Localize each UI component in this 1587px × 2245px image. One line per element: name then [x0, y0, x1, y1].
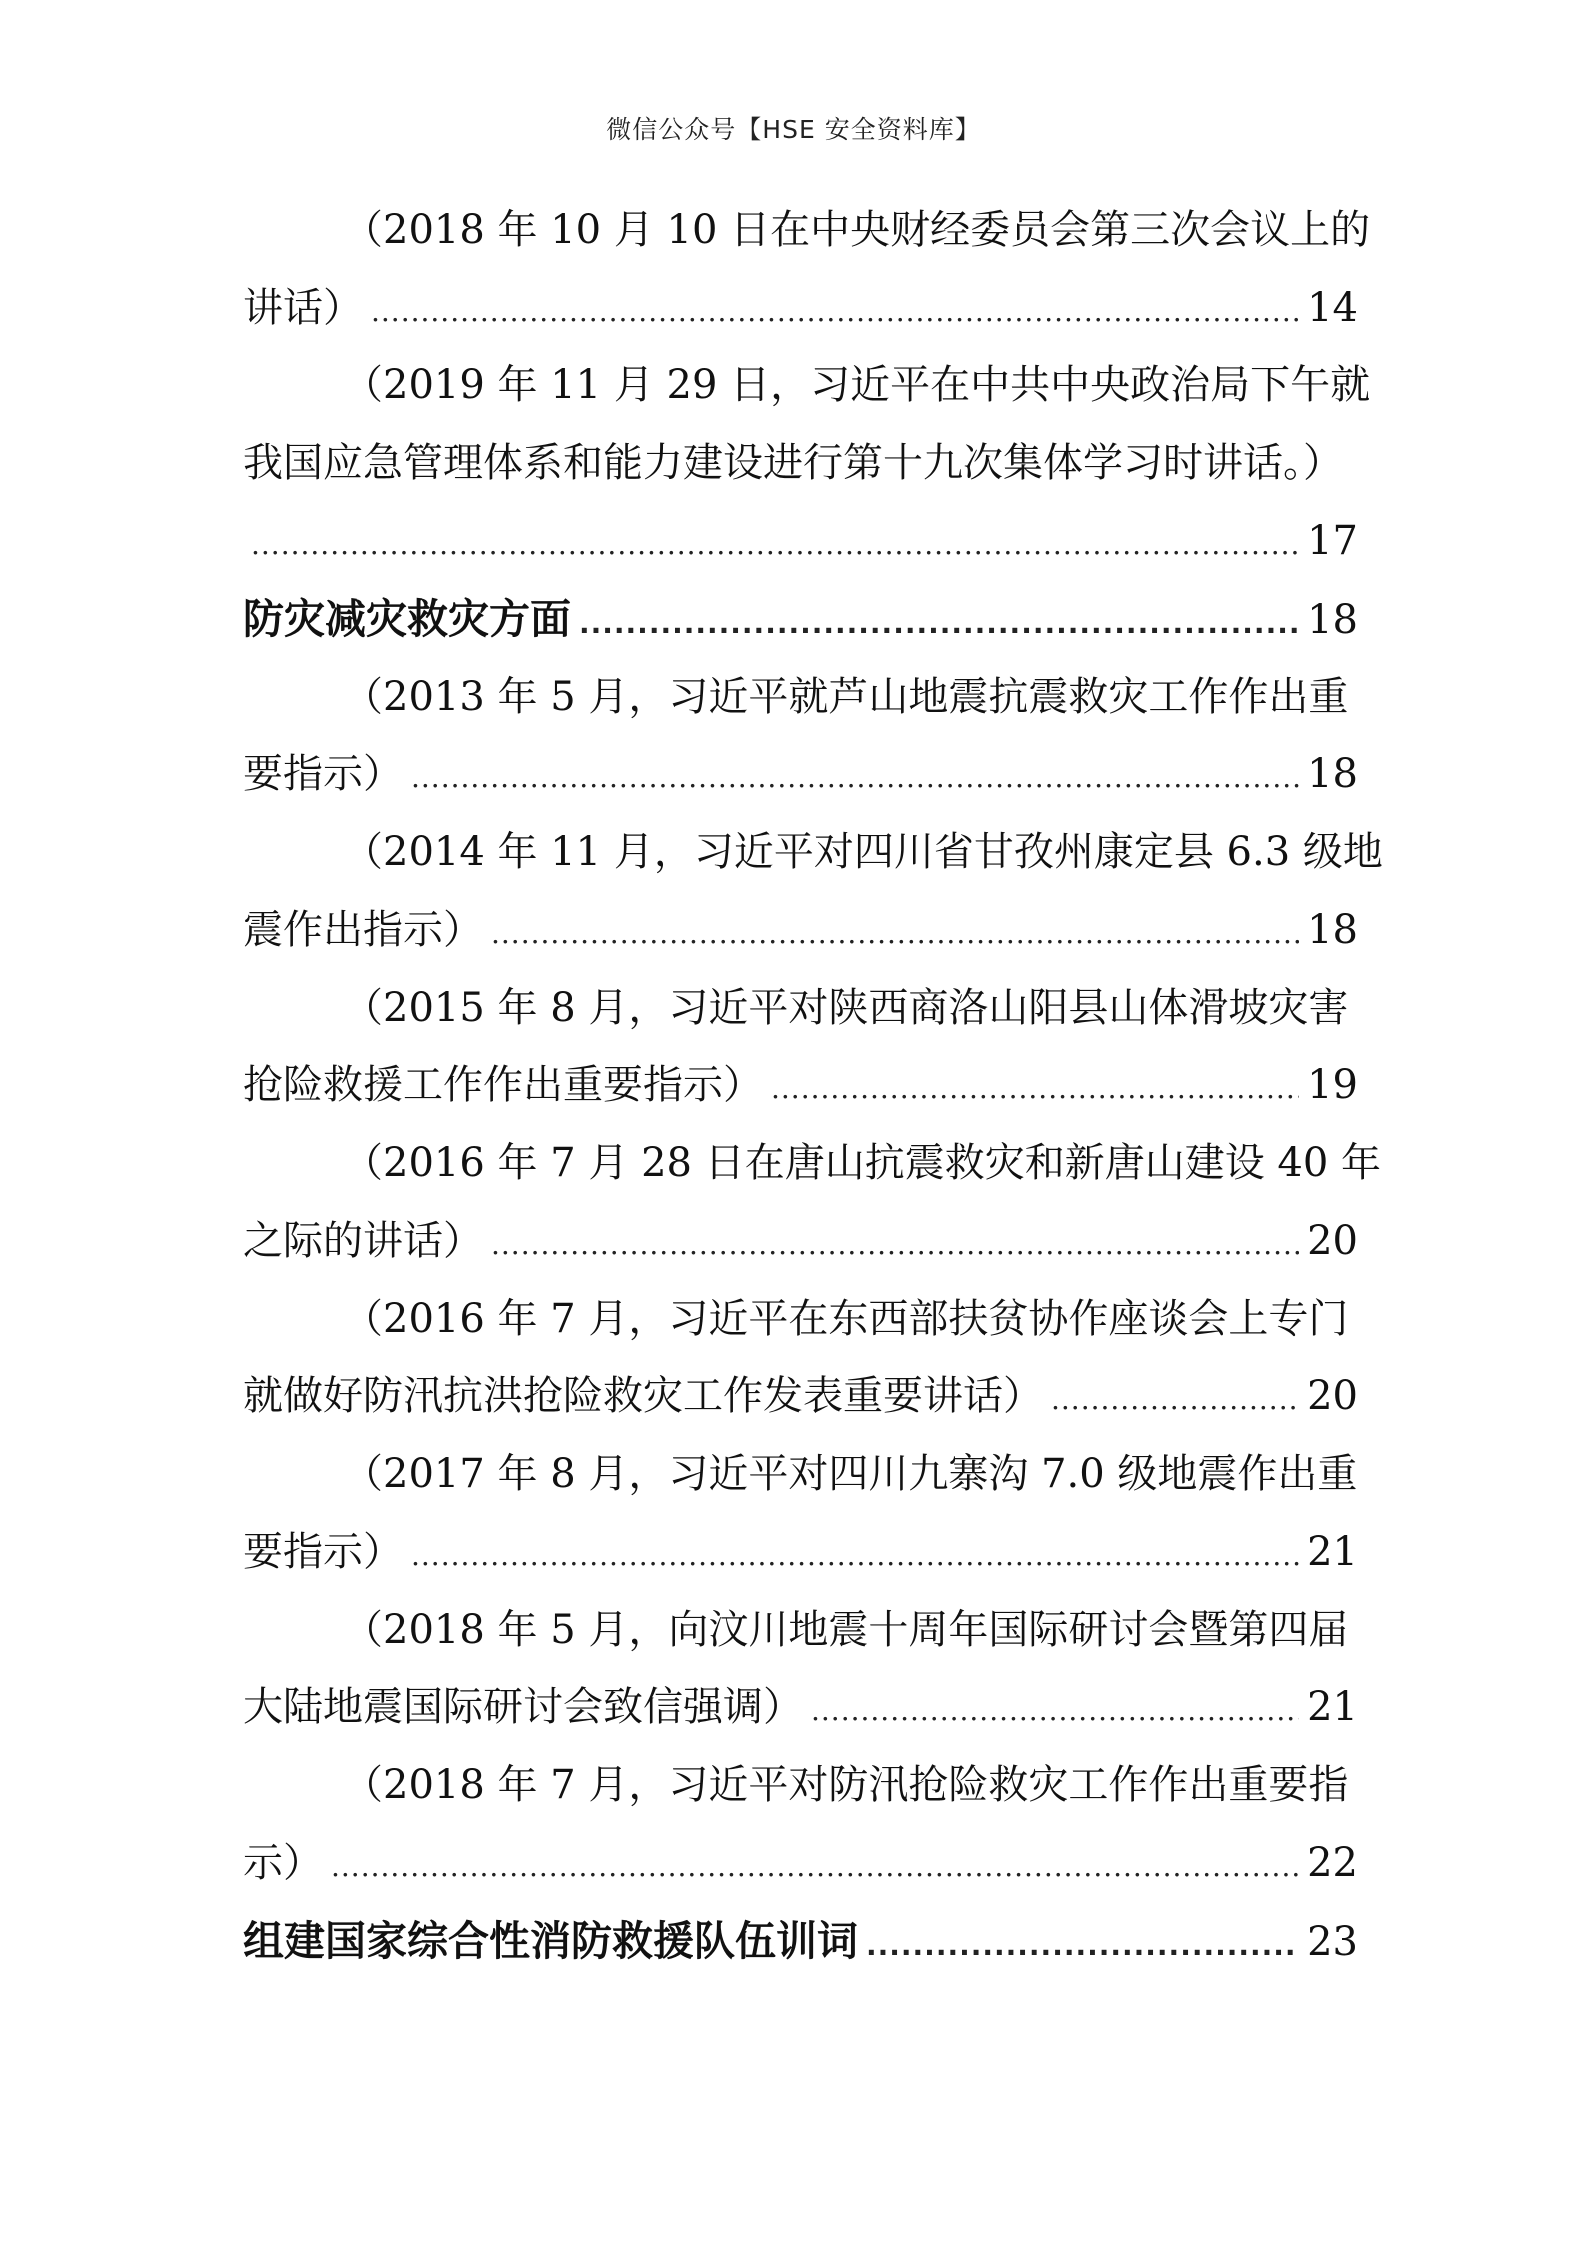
dot-leader: [331, 1842, 1299, 1892]
toc-entry-text: 大陆地震国际研讨会致信强调）: [243, 1684, 803, 1730]
dot-leader: [579, 599, 1299, 649]
page-number: 22: [1307, 1840, 1358, 1886]
toc-section-heading[interactable]: [243, 1916, 1358, 1966]
toc-section-heading[interactable]: [243, 594, 1358, 644]
page-number: 20: [1307, 1218, 1358, 1264]
toc-entry-text: 就做好防汛抗洪抢险救灾工作发表重要讲话）: [243, 1373, 1043, 1419]
page-header: 微信公众号【HSE 安全资料库】: [606, 115, 981, 144]
toc-entry-leader[interactable]: [243, 1216, 1358, 1266]
toc-entry-line: （2017 年 8 月，习近平对四川九寨沟 7.0 级地震作出重: [343, 1451, 1358, 1497]
toc-entry-text: 讲话）: [243, 285, 363, 331]
toc-entry-leader[interactable]: [243, 905, 1358, 955]
toc-entry-line: （2016 年 7 月 28 日在唐山抗震救灾和新唐山建设 40 年: [343, 1140, 1382, 1186]
toc-entry-text: 之际的讲话）: [243, 1218, 483, 1264]
toc-entry-text: 示）: [243, 1840, 323, 1886]
toc-entry-line: （2013 年 5 月，习近平就芦山地震抗震救灾工作作出重: [343, 674, 1349, 720]
page-number: 14: [1307, 285, 1358, 331]
page-number: 21: [1307, 1684, 1358, 1730]
dot-leader: [811, 1686, 1299, 1736]
toc-entry-line: （2018 年 7 月，习近平对防汛抢险救灾工作作出重要指: [343, 1762, 1349, 1808]
toc-entry-line: （2018 年 10 月 10 日在中央财经委员会第三次会议上的: [343, 207, 1371, 253]
toc-entry-leader[interactable]: [243, 516, 1358, 566]
toc-entry-leader[interactable]: [243, 1371, 1358, 1421]
dot-leader: [866, 1921, 1299, 1971]
toc-entry-text: 要指示）: [243, 1529, 403, 1575]
toc-entry-text: 要指示）: [243, 751, 403, 797]
dot-leader: [491, 909, 1299, 959]
toc-entry-line: 我国应急管理体系和能力建设进行第十九次集体学习时讲话。）: [243, 440, 1343, 486]
page-number: 18: [1307, 597, 1358, 643]
toc-entry-line: （2018 年 5 月，向汶川地震十周年国际研讨会暨第四届: [343, 1607, 1349, 1653]
dot-leader: [411, 753, 1299, 803]
toc-entry-leader[interactable]: [243, 749, 1358, 799]
section-heading-text: 组建国家综合性消防救援队伍训词: [243, 1917, 858, 1965]
toc-entry-leader[interactable]: [243, 1060, 1358, 1110]
dot-leader: [411, 1531, 1299, 1581]
page-number: 20: [1307, 1373, 1358, 1419]
toc-entry-leader[interactable]: [243, 1527, 1358, 1577]
toc-entry-line: （2016 年 7 月，习近平在东西部扶贫协作座谈会上专门: [343, 1296, 1349, 1342]
dot-leader: [251, 520, 1299, 570]
toc-entry-text: 抢险救援工作作出重要指示）: [243, 1062, 763, 1108]
toc-entry-line: （2019 年 11 月 29 日，习近平在中共中央政治局下午就: [343, 362, 1371, 408]
dot-leader: [491, 1220, 1299, 1270]
toc-entry-leader[interactable]: [243, 1682, 1358, 1732]
page-number: 21: [1307, 1529, 1358, 1575]
toc-entry-line: （2014 年 11 月，习近平对四川省甘孜州康定县 6.3 级地: [343, 829, 1383, 875]
dot-leader: [771, 1064, 1299, 1114]
page-number: 17: [1307, 518, 1358, 564]
dot-leader: [1051, 1375, 1299, 1425]
dot-leader: [371, 287, 1299, 337]
toc-entry-leader[interactable]: [243, 1838, 1358, 1888]
section-heading-text: 防灾减灾救灾方面: [243, 595, 571, 643]
page-number: 18: [1307, 751, 1358, 797]
toc-entry-leader[interactable]: [243, 283, 1358, 333]
toc-entry-text: 震作出指示）: [243, 907, 483, 953]
page-number: 23: [1307, 1919, 1358, 1965]
page-number: 18: [1307, 907, 1358, 953]
toc-entry-line: （2015 年 8 月，习近平对陕西商洛山阳县山体滑坡灾害: [343, 985, 1349, 1031]
page-number: 19: [1307, 1062, 1358, 1108]
